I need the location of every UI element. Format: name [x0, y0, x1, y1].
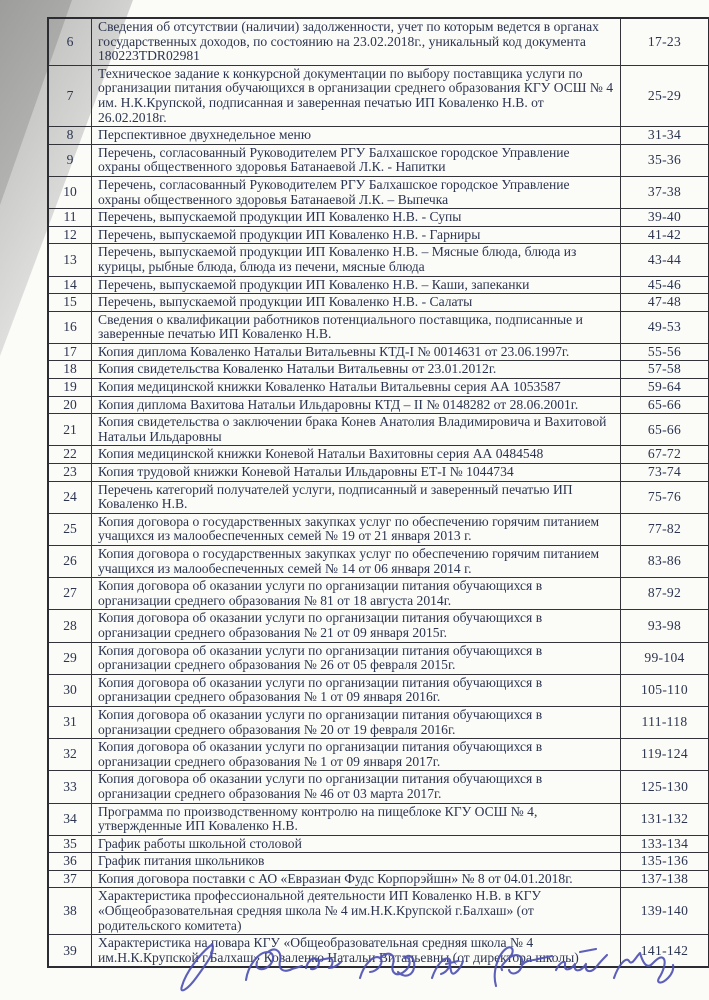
- page-range-cell: 55-56: [621, 343, 709, 361]
- signatures-row: [0, 928, 709, 1000]
- row-number-cell: 33: [48, 771, 92, 803]
- document-title-cell: Копия договора об оказании услуги по организации питания обучающихся в организации среднего образования № 1 от 09 января 2017г.: [92, 739, 621, 771]
- row-number-cell: 19: [48, 379, 92, 397]
- page-range-cell: 43-44: [621, 244, 709, 276]
- page-range-cell: 49-53: [621, 311, 709, 343]
- row-number-cell: 17: [48, 343, 92, 361]
- table-row: [48, 853, 709, 871]
- table-row: [48, 209, 709, 227]
- table-row: [48, 226, 709, 244]
- row-number-cell: 37: [48, 870, 92, 888]
- document-title-cell: Копия договора об оказании услуги по организации питания обучающихся в организации среднего образования № 1 от 09 января 2016г.: [92, 674, 621, 706]
- row-number-cell: 36: [48, 853, 92, 871]
- table-row: [48, 706, 709, 738]
- document-title-cell: Характеристика на повара КГУ «Общеобразовательная средняя школа № 4 им.Н.К.Крупской г.Балхаш» Коваленко Натальи Витальевны (от директора школы): [92, 935, 621, 968]
- table-row: [48, 771, 709, 803]
- signature: [246, 950, 302, 980]
- page-range-cell: 35-36: [621, 144, 709, 176]
- document-title-cell: Копия медицинской книжки Коневой Натальи Вахитовны серия АА 0484548: [92, 446, 621, 464]
- signature: [306, 958, 341, 969]
- page-range-cell: 119-124: [621, 739, 709, 771]
- page-range-cell: 77-82: [621, 513, 709, 545]
- signature: [614, 953, 673, 983]
- page-range-cell: 45-46: [621, 276, 709, 294]
- page-range-cell: 133-134: [621, 835, 709, 853]
- table-row: [48, 513, 709, 545]
- row-number-cell: 30: [48, 674, 92, 706]
- row-number-cell: 21: [48, 414, 92, 446]
- document-title-cell: Копия договора о государственных закупках услуг по обеспечению горячим питанием учащихся из малообеспеченных семей № 14 от 06 января 2014 г.: [92, 546, 621, 578]
- table-row: [48, 578, 709, 610]
- document-title-cell: Перечень, выпускаемой продукции ИП Коваленко Н.В. – Мясные блюда, блюда из курицы, рыбные блюда, блюда из печени, мясные блюда: [92, 244, 621, 276]
- table-row: [48, 481, 709, 513]
- document-title-cell: Перечень, выпускаемой продукции ИП Коваленко Н.В. - Супы: [92, 209, 621, 227]
- row-number-cell: 16: [48, 311, 92, 343]
- page-range-cell: 139-140: [621, 888, 709, 935]
- row-number-cell: 9: [48, 144, 92, 176]
- document-title-cell: Сведения об отсутствии (наличии) задолженности, учет по которым ведется в органах государственных доходов, по состоянию на 23.02.2018г., уникальный код документа 180223TDR02981: [92, 18, 621, 65]
- table-row: [48, 127, 709, 145]
- row-number-cell: 24: [48, 481, 92, 513]
- table-row: [48, 546, 709, 578]
- document-title-cell: Копия договора о государственных закупках услуг по обеспечению горячим питанием учащихся из малообеспеченных семей № 19 от 21 января 2013 г.: [92, 513, 621, 545]
- document-title-cell: Копия договора об оказании услуги по организации питания обучающихся в организации среднего образования № 26 от 05 февраля 2015г.: [92, 642, 621, 674]
- page-range-cell: 37-38: [621, 176, 709, 208]
- row-number-cell: 8: [48, 127, 92, 145]
- document-title-cell: Перечень, согласованный Руководителем РГУ Балхашское городское Управление охраны общественного здоровья Батанаевой Л.К. – Выпечка: [92, 176, 621, 208]
- document-title-cell: Копия договора об оказании услуги по организации питания обучающихся в организации среднего образования № 21 от 09 января 2015г.: [92, 610, 621, 642]
- table-row: [48, 18, 709, 65]
- document-title-cell: Программа по производственному контролю на пищеблоке КГУ ОСШ № 4, утвержденные ИП Коваленко Н.В.: [92, 803, 621, 835]
- row-number-cell: 29: [48, 642, 92, 674]
- page-range-cell: 25-29: [621, 65, 709, 126]
- table-row: [48, 870, 709, 888]
- page-range-cell: 105-110: [621, 674, 709, 706]
- page-range-cell: 87-92: [621, 578, 709, 610]
- table-row: [48, 65, 709, 126]
- row-number-cell: 6: [48, 18, 92, 65]
- page-range-cell: 57-58: [621, 361, 709, 379]
- document-title-cell: Копия диплома Коваленко Натальи Витальевны КТД-I № 0014631 от 23.06.1997г.: [92, 343, 621, 361]
- document-title-cell: Техническое задание к конкурсной документации по выбору поставщика услуги по организации питания обучающихся в организации среднего образования КГУ ОСШ № 4 им. Н.К.Крупской, подписанная и заверенная печатью ИП Коваленко Н.В. от 26.02.2018г.: [92, 65, 621, 126]
- row-number-cell: 7: [48, 65, 92, 126]
- page-range-cell: 39-40: [621, 209, 709, 227]
- page-range-cell: 131-132: [621, 803, 709, 835]
- document-title-cell: Перечень, выпускаемой продукции ИП Коваленко Н.В. - Гарниры: [92, 226, 621, 244]
- document-title-cell: Копия свидетельства о заключении брака Конев Анатолия Владимировича и Вахитовой Натальи Ильдаровны: [92, 414, 621, 446]
- page-range-cell: 99-104: [621, 642, 709, 674]
- document-title-cell: Перечень, согласованный Руководителем РГУ Балхашское городское Управление охраны общественного здоровья Батанаевой Л.К. - Напитки: [92, 144, 621, 176]
- table-row: [48, 294, 709, 312]
- document-title-cell: Перспективное двухнедельное меню: [92, 127, 621, 145]
- row-number-cell: 11: [48, 209, 92, 227]
- signature: [360, 954, 414, 978]
- document-title-cell: Копия свидетельства Коваленко Натальи Витальевны от 23.01.2012г.: [92, 361, 621, 379]
- table-row: [48, 414, 709, 446]
- document-title-cell: Копия диплома Вахитова Натальи Ильдаровны КТД – II № 0148282 от 28.06.2001г.: [92, 396, 621, 414]
- attachments-table: [47, 17, 709, 968]
- page-range-cell: 83-86: [621, 546, 709, 578]
- row-number-cell: 10: [48, 176, 92, 208]
- document-title-cell: Копия договора об оказании услуги по организации питания обучающихся в организации среднего образования № 81 от 18 августа 2014г.: [92, 578, 621, 610]
- table-row: [48, 276, 709, 294]
- page-range-cell: 41-42: [621, 226, 709, 244]
- page-range-cell: 47-48: [621, 294, 709, 312]
- signature: [432, 958, 463, 978]
- page-range-cell: 137-138: [621, 870, 709, 888]
- page-range-cell: 135-136: [621, 853, 709, 871]
- document-title-cell: Копия медицинской книжки Коваленко Натальи Витальевны серия АА 1053587: [92, 379, 621, 397]
- table-body: [48, 18, 709, 967]
- row-number-cell: 38: [48, 888, 92, 935]
- document-title-cell: Сведения о квалификации работников потенциального поставщика, подписанные и заверенные печатью ИП Коваленко Н.В.: [92, 311, 621, 343]
- row-number-cell: 39: [48, 935, 92, 968]
- page-range-cell: 65-66: [621, 396, 709, 414]
- row-number-cell: 23: [48, 464, 92, 482]
- document-title-cell: Характеристика профессиональной деятельности ИП Коваленко Н.В. в КГУ «Общеобразовательная средняя школа № 4 им.Н.К.Крупской г.Балхаш» (от родительского комитета): [92, 888, 621, 935]
- document-title-cell: Копия договора поставки с АО «Евразиан Фудс Корпорэйшн» № 8 от 04.01.2018г.: [92, 870, 621, 888]
- page-range-cell: 67-72: [621, 446, 709, 464]
- row-number-cell: 20: [48, 396, 92, 414]
- page-range-cell: 73-74: [621, 464, 709, 482]
- row-number-cell: 35: [48, 835, 92, 853]
- table-row: [48, 464, 709, 482]
- table-row: [48, 311, 709, 343]
- table-row: [48, 739, 709, 771]
- document-title-cell: Перечень, выпускаемой продукции ИП Коваленко Н.В. – Каши, запеканки: [92, 276, 621, 294]
- table-row: [48, 144, 709, 176]
- row-number-cell: 34: [48, 803, 92, 835]
- signature: [556, 949, 607, 971]
- row-number-cell: 18: [48, 361, 92, 379]
- page-range-cell: 111-118: [621, 706, 709, 738]
- page-range-cell: 75-76: [621, 481, 709, 513]
- document-title-cell: Копия договора об оказании услуги по организации питания обучающихся в организации среднего образования № 20 от 19 февраля 2016г.: [92, 706, 621, 738]
- document-title-cell: Копия трудовой книжки Коневой Натальи Ильдаровны ЕТ-I № 1044734: [92, 464, 621, 482]
- document-title-cell: Копия договора об оказании услуги по организации питания обучающихся в организации среднего образования № 46 от 03 марта 2017г.: [92, 771, 621, 803]
- row-number-cell: 13: [48, 244, 92, 276]
- page-range-cell: 125-130: [621, 771, 709, 803]
- table-row: [48, 379, 709, 397]
- table-row: [48, 674, 709, 706]
- page-range-cell: 65-66: [621, 414, 709, 446]
- table-row: [48, 642, 709, 674]
- page-range-cell: 31-34: [621, 127, 709, 145]
- row-number-cell: 27: [48, 578, 92, 610]
- row-number-cell: 32: [48, 739, 92, 771]
- row-number-cell: 15: [48, 294, 92, 312]
- row-number-cell: 28: [48, 610, 92, 642]
- document-title-cell: Перечень, выпускаемой продукции ИП Коваленко Н.В. - Салаты: [92, 294, 621, 312]
- document-title-cell: График питания школьников: [92, 853, 621, 871]
- row-number-cell: 22: [48, 446, 92, 464]
- table-row: [48, 244, 709, 276]
- table-row: [48, 361, 709, 379]
- table-row: [48, 396, 709, 414]
- page-range-cell: 141-142: [621, 935, 709, 968]
- page-range-cell: 17-23: [621, 18, 709, 65]
- row-number-cell: 14: [48, 276, 92, 294]
- table-row: [48, 176, 709, 208]
- page-range-cell: 59-64: [621, 379, 709, 397]
- row-number-cell: 12: [48, 226, 92, 244]
- document-title-cell: График работы школьной столовой: [92, 835, 621, 853]
- signature: [181, 944, 212, 990]
- table-row: [48, 343, 709, 361]
- row-number-cell: 25: [48, 513, 92, 545]
- table-row: [48, 803, 709, 835]
- signature: [495, 947, 552, 986]
- table-row: [48, 446, 709, 464]
- table-row: [48, 610, 709, 642]
- row-number-cell: 26: [48, 546, 92, 578]
- page-range-cell: 93-98: [621, 610, 709, 642]
- row-number-cell: 31: [48, 706, 92, 738]
- table-row: [48, 835, 709, 853]
- document-title-cell: Перечень категорий получателей услуги, подписанный и заверенный печатью ИП Коваленко Н.В.: [92, 481, 621, 513]
